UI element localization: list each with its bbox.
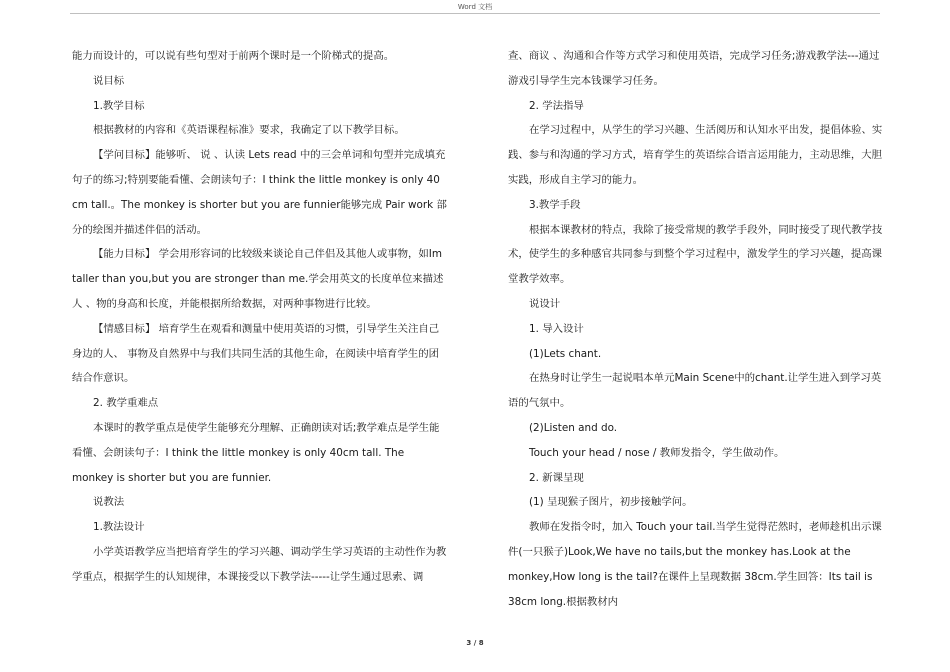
paragraph: 在学习过程中，从学生的学习兴趣、生活阅历和认知水平出发，提倡体验、实践、参与和沟通的学习方式，培育学生的英语综合语言运用能力，主动思维，大胆实践，形成自主学习的能力。	[508, 124, 883, 186]
paragraph: Touch your head / nose / 教师发指令，学生做动作。	[529, 446, 785, 459]
paragraph: 2. 新课呈现	[529, 471, 584, 484]
paragraph: 3.教学手段	[529, 198, 581, 211]
paragraph: 根据本课教材的特点，我除了接受常规的教学手段外，同时接受了现代教学技术，使学生的多种感官共同参与到整个学习过程中，激发学生的学习兴趣，提高课堂教学效率。	[508, 223, 883, 286]
page-number: 3 / 8	[466, 639, 484, 647]
paragraph: (1)Lets chant.	[529, 347, 602, 360]
paragraph: 说设计	[529, 297, 561, 310]
paragraph: 查、商议 、沟通和合作等方式学习和使用英语，完成学习任务;游戏教学法---通过游戏引导学生完本钱课学习任务。	[508, 50, 880, 87]
left-column	[72, 44, 448, 590]
paragraph: 【能力目标】 学会用形容词的比较级来谈论自己伴侣及其他人或事物，如Im taller than you,but you are stronger than me.学会用英文的长度单位来描述人 、物的身高和长度，并能根据所给数据，对两种事物进行比较。	[72, 248, 444, 310]
paragraph: 【情感目标】 培育学生在观看和测量中使用英语的习惯，引导学生关注自己身边的人、 事物及自然界中与我们共同生活的其他生命，在阅读中培育学生的团结合作意识。	[72, 322, 440, 385]
paragraph: 2. 学法指导	[529, 99, 584, 112]
paragraph: 教师在发指令时，加入 Touch your tail.当学生觉得茫然时，老师趁机出示课件(一只猴子)Look,We have no tails,but the monkey has.Look at the monkey,How long is the tail?在课件上呈现数据 38cm.学生回答：Its tail is 38cm long.根据教材内	[508, 521, 882, 608]
paragraph: 2. 教学重难点	[93, 397, 159, 410]
header-rule	[70, 13, 880, 14]
paragraph: 根据教材的内容和《英语课程标准》要求，我确定了以下教学目标。	[93, 124, 405, 137]
paragraph: 1.教法设计	[93, 521, 145, 534]
paragraph: 说目标	[93, 74, 125, 87]
paragraph: 在热身时让学生一起说唱本单元Main Scene中的chant.让学生进入到学习英语的气氛中。	[508, 372, 882, 410]
paragraph: 【学问目标】能够听、 说 、认读 Lets read 中的三会单词和句型并完成填充句子的练习;特别要能看懂、会朗读句子：I think the little monkey is only 40 cm tall.。The monkey is shorter but you are funnier能够完成 Pair work 部分的绘图并描述伴侣的活动。	[72, 149, 447, 236]
paragraph: 小学英语教学应当把培育学生的学习兴趣、调动学生学习英语的主动性作为教学重点，根据学生的认知规律，本课接受以下教学法-----让学生通过思索、调	[72, 545, 447, 583]
paragraph: 能力而设计的，可以说有些句型对于前两个课时是一个阶梯式的提高。	[72, 50, 395, 62]
paragraph: (2)Listen and do.	[529, 421, 618, 434]
paragraph: 本课时的教学重点是使学生能够充分理解、正确朗读对话;教学难点是学生能看懂、会朗读句子：I think the little monkey is only 40cm tall. The monkey is shorter but you are funnier.	[72, 421, 440, 484]
right-column	[508, 44, 884, 614]
paragraph: 说教法	[93, 496, 125, 509]
paragraph: 1. 导入设计	[529, 322, 584, 335]
paragraph: (1) 呈现猴子图片，初步接触学问。	[529, 496, 693, 509]
page-header: Word 文档	[457, 3, 493, 11]
paragraph: 1.教学目标	[93, 99, 145, 112]
